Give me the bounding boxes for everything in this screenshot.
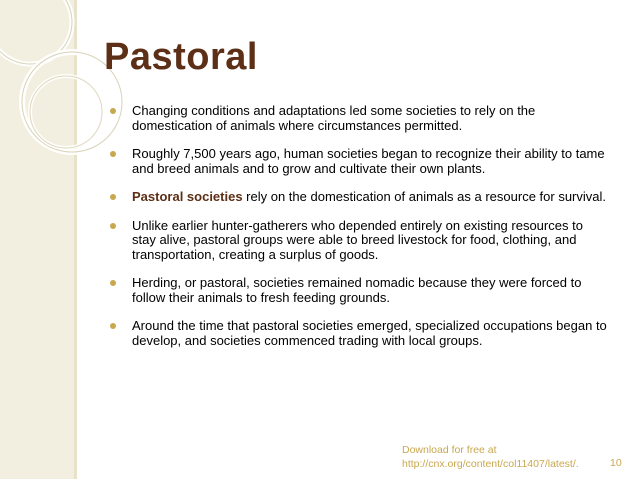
bullet-item	[110, 147, 610, 176]
bullet-text: Around the time that pastoral societies emerged, specialized occupations began to develop, and societies commenced trading with local groups.	[132, 318, 607, 348]
bullet-icon	[110, 194, 116, 200]
bullet-item	[110, 319, 610, 348]
bullet-text: Unlike earlier hunter-gatherers who depended entirely on existing resources to stay alive, pastoral groups were able to breed livestock for food, clothing, and transportation, creating a surplus of goods.	[132, 217, 583, 262]
bullet-text: Roughly 7,500 years ago, human societies began to recognize their ability to tame and breed animals and to grow and cultivate their own plants.	[132, 146, 605, 176]
bullet-text: Herding, or pastoral, societies remained nomadic because they were forced to follow their animals to fresh feeding grounds.	[132, 275, 582, 305]
bullet-icon	[110, 223, 116, 229]
bullet-icon	[110, 280, 116, 286]
footer-line-1: Download for free at	[402, 444, 497, 456]
footer-download-link[interactable]	[402, 443, 579, 471]
bullet-icon	[110, 108, 116, 114]
footer-line-2: http://cnx.org/content/col11407/latest/.	[402, 458, 579, 470]
slide-title: Pastoral	[104, 36, 258, 78]
bullet-item	[110, 190, 610, 205]
page-number: 10	[610, 457, 622, 469]
bullet-text: rely on the domestication of animals as a resource for survival.	[242, 189, 607, 204]
bullet-icon	[110, 323, 116, 329]
bullet-item	[110, 104, 610, 133]
bullet-icon	[110, 151, 116, 157]
bullet-emphasis: Pastoral societies	[132, 189, 243, 204]
bullet-item	[110, 276, 610, 305]
bullet-list	[110, 104, 610, 362]
bullet-item	[110, 219, 610, 263]
bullet-text: Changing conditions and adaptations led some societies to rely on the domestication of animals where circumstances permitted.	[132, 103, 536, 133]
deco-circle-inner-outline	[30, 76, 102, 148]
